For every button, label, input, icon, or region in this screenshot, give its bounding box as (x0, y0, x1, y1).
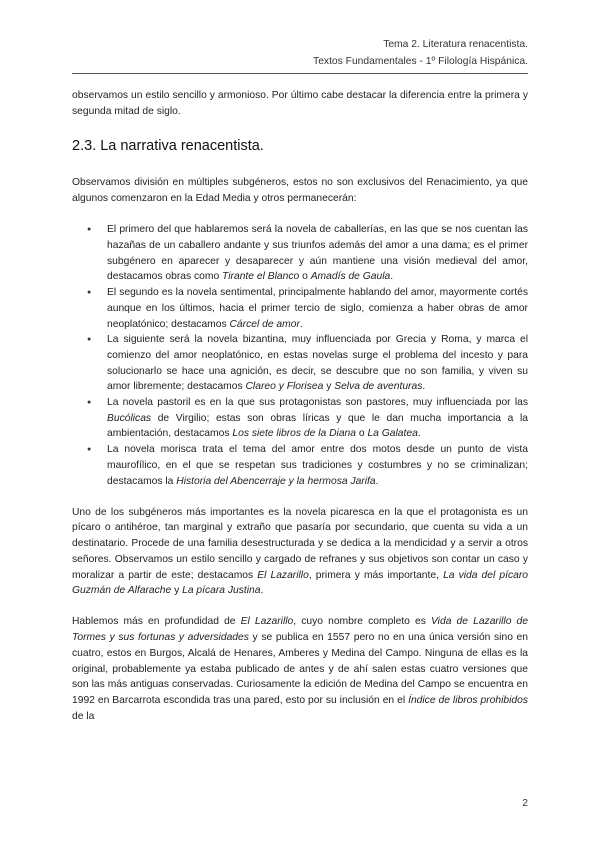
document-body (72, 88, 528, 724)
list-item: ● La novela morisca trata el tema del amor entre dos motos desde un punto de vista maurofílico, en el que se respetan sus tradiciones y costumbres y no se criminalizan; destacamos la Historia del Abencerraje y la hermosa Jarifa. (107, 442, 528, 489)
header-topic: Tema 2. Literatura renacentista. (383, 39, 528, 50)
section-intro-paragraph: Observamos división en múltiples subgéneros, estos no son exclusivos del Renacimiento, ya que algunos comenzaron en la Edad Media y otros permanecerán: (72, 177, 528, 205)
work-title: La Galatea (367, 428, 418, 440)
work-title: Vida de Lazarillo de Tormes y sus fortunas y adversidades (72, 616, 528, 644)
subgenre-list (72, 222, 528, 489)
work-title: Tirante el Blanco (222, 271, 300, 283)
work-title: Los siete libros de la Diana (232, 428, 356, 440)
lazarillo-paragraph: Hablemos más en profundidad de El Lazarillo, cuyo nombre completo es Vida de Lazarillo de Tormes y sus fortunas y adversidades y se publica en 1557 pero no en una única versión sino en cuatro, estos en Burgos, Alcalá de Henares, Amberes y Medina del Campo. Ninguna de ellas es la original, probablemente ya estaba publicado de antes y de ahí salen estas cuatro versiones que son las más antiguas conservadas. Curiosamente la edición de Medina del Campo se encuentra en 1992 en Barcarrota escondida tras una pared, esto por su inclusión en el Índice de libros prohibidos de la (72, 616, 529, 722)
section-title: 2.3. La narrativa renacentista. (72, 138, 264, 155)
picaresque-paragraph: Uno de los subgéneros más importantes es la novela picaresca en la que el protagonista es un pícaro o antihéroe, tan marginal y extraño que pasaría por secundario, que cuenta su vida a un destinatario. Procede de una familia desestructurada y se dedica a la mendicidad y a servir a otros señores. Observamos un estilo sencillo y cargado de refranes y sus objetivos son contar un caso y moralizar a partir de este; destacamos El Lazarillo, primera y más importante, La vida del pícaro Guzmán de Alfarache y La pícara Justina. (72, 506, 528, 597)
list-item: ● El segundo es la novela sentimental, principalmente hablando del amor, mayormente cortés aunque en los últimos, hacia el primer tercio de siglo, comienza a haber obras de amor neoplatónico; destacamos Cárcel de amor. (107, 285, 528, 332)
work-title: El Lazarillo (240, 616, 294, 628)
header-course: Textos Fundamentales - 1º Filología Hispánica. (313, 56, 528, 67)
work-title: Clareo y Florisea (245, 381, 324, 393)
work-title: La pícara Justina (182, 585, 261, 597)
work-title: El Lazarillo (257, 569, 309, 581)
work-title: La vida del pícaro Guzmán de Alfarache (72, 569, 528, 597)
list-item: ● El primero del que hablaremos será la novela de caballerías, en las que se nos cuentan las hazañas de un caballero andante y sus triunfos además del amor a una dama; es el primer subgénero en aparecer y desaparecer y aún mantiene una visión medieval del amor, destacamos obras como Tirante el Blanco o Amadís de Gaula. (107, 222, 528, 285)
work-title: Cárcel de amor (229, 318, 300, 330)
list-item: ● La novela pastoril es en la que sus protagonistas son pastores, muy influenciada por las Bucólicas de Virgilio; estas son obras líricas y que le dan mucha importancia a la ambientación, destacamos Los siete libros de la Diana o La Galatea. (107, 395, 528, 442)
intro-paragraph: observamos un estilo sencillo y armonioso. Por último cabe destacar la diferencia entre la primera y segunda mitad de siglo. (72, 90, 528, 117)
work-title: Bucólicas (107, 412, 152, 424)
list-item: ● La siguiente será la novela bizantina, muy influenciada por Grecia y Roma, y marca el comienzo del amor neoplatónico, en estas novelas surge el problema del incesto y para solucionarlo se hace una agnición, es decir, se descubre que no son familia, y viven su amor libremente; destacamos Clareo y Florisea y Selva de aventuras. (107, 332, 528, 395)
header-divider (72, 73, 528, 74)
work-title: Selva de aventuras (334, 381, 423, 393)
work-title: Historia del Abencerraje y la hermosa Jarifa (176, 475, 376, 487)
page-header (313, 36, 528, 70)
page-number: 2 (522, 798, 528, 809)
work-title: Amadís de Gaula (310, 271, 391, 283)
work-title: Índice de libros prohibidos (408, 695, 528, 706)
